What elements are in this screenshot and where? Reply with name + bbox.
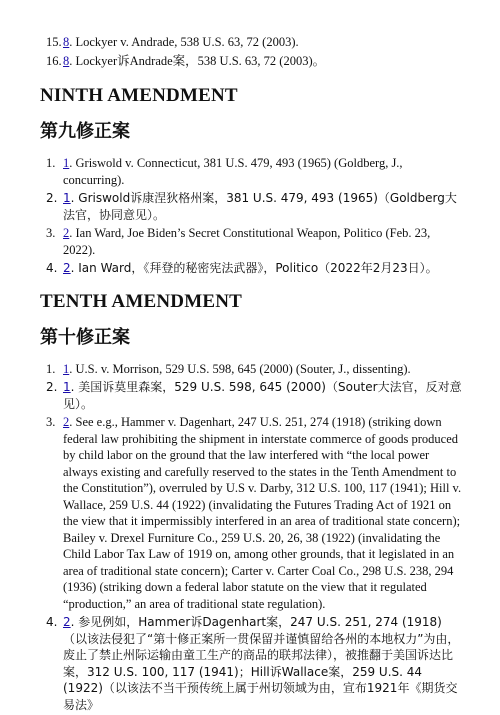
footnote-item [0, 34, 500, 51]
footnote-list-top [0, 34, 500, 69]
section-heading-ninth-zh: 第九修正案 [40, 121, 130, 142]
footnote-backlink[interactable]: 2 [63, 415, 70, 429]
footnote-item [0, 614, 500, 713]
footnote-number: 2. [46, 191, 58, 205]
footnote-item [0, 379, 500, 412]
footnote-number: 2. [46, 380, 58, 394]
footnote-item [0, 414, 500, 612]
footnote-text: . U.S. v. Morrison, 529 U.S. 598, 645 (2000) (Souter, J., dissenting). [69, 361, 411, 376]
footnote-text: . 参见例如，Hammer诉Dagenhart案，247 U.S. 251, 274 (1918)（以该法侵犯了“第十修正案所一贯保留并谨慎留给各州的本地权力”为由，废止了禁止州际运输由童工生产的商品的联邦法律），被推翻于美国诉达比案，312 U.S. 100, 117 (1941)；Hill诉Wallace案，259 U.S. 44 (1922)（以该法不当干预传统上属于州切领域为由，宣布1921年《期货交易法》 [63, 615, 460, 712]
footnote-item [0, 260, 500, 277]
footnote-item [0, 53, 500, 70]
footnote-number: 3. [46, 226, 56, 240]
footnote-number: 3. [46, 415, 56, 429]
footnote-item [0, 225, 500, 258]
footnote-number: 1. [46, 156, 56, 170]
footnote-backlink[interactable]: 8 [63, 35, 70, 49]
footnote-text: . Griswold诉康涅狄格州案，381 U.S. 479, 493 (1965)（Goldberg大法官，协同意见）。 [63, 191, 457, 222]
footnote-backlink[interactable]: 2 [63, 261, 71, 275]
footnote-number: 16. [46, 53, 62, 68]
section-heading-tenth-zh: 第十修正案 [40, 326, 130, 348]
footnote-backlink[interactable]: 1 [63, 191, 71, 205]
footnote-list-tenth [0, 361, 500, 714]
footnote-text: . 美国诉莫里森案，529 U.S. 598, 645 (2000)（Souter大法官，反对意见）。 [63, 380, 462, 411]
footnote-item [0, 190, 500, 223]
footnote-text: . Ian Ward，《拜登的秘密宪法武器》，Politico（2022年2月23日）。 [70, 261, 438, 275]
footnote-text: . Lockyer诉Andrade案，538 U.S. 63, 72 (2003)。 [69, 53, 326, 68]
footnote-text: . Lockyer v. Andrade, 538 U.S. 63, 72 (2003). [69, 35, 299, 49]
section-heading-tenth-en: TENTH AMENDMENT [40, 290, 242, 312]
footnote-backlink[interactable]: 2 [63, 615, 71, 629]
footnote-item [0, 361, 500, 378]
footnote-text: . Griswold v. Connecticut, 381 U.S. 479, 493 (1965) (Goldberg, J., concurring). [63, 156, 403, 187]
footnote-backlink[interactable]: 1 [63, 380, 71, 394]
footnote-backlink[interactable]: 1 [63, 361, 70, 376]
footnote-number: 4. [46, 261, 58, 275]
footnote-number: 1. [46, 361, 56, 376]
footnote-item [0, 155, 500, 188]
footnote-backlink[interactable]: 8 [63, 53, 70, 68]
footnote-list-ninth [0, 155, 500, 277]
section-heading-ninth-en: NINTH AMENDMENT [40, 85, 238, 106]
footnote-number: 4. [46, 615, 58, 629]
footnote-backlink[interactable]: 2 [63, 226, 70, 240]
footnote-text: . See e.g., Hammer v. Dagenhart, 247 U.S. 251, 274 (1918) (striking down federal law prohibiting the shipment in interstate commerce of goods produced by child labor on the ground that the law interfered with “the local power always existing and carefully reserved to the states in the Tenth Amendment to the Constitution”), overruled by U.S v. Darby, 312 U.S. 100, 117 (1941); Hill v. Wallace, 259 U.S. 44 (1922) (invalidating the Futures Trading Act of 1921 on the view that it impermissibly interfered in an area of traditional state concern); Bailey v. Drexel Furniture Co., 259 U.S. 20, 26, 38 (1922) (invalidating the Child Labor Tax Law of 1919 on, among other grounds, that it legislated in an area of traditional state concern); Carter v. Carter Coal Co., 298 U.S. 238, 294 (1936) (striking down a federal labor statute on the view that it regulated “production,” an area of traditional state regulation). [63, 415, 462, 611]
footnote-number: 15. [46, 35, 62, 49]
footnote-backlink[interactable]: 1 [63, 156, 70, 170]
footnote-text: . Ian Ward, Joe Biden’s Secret Constitutional Weapon, Politico (Feb. 23, 2022). [63, 226, 431, 257]
